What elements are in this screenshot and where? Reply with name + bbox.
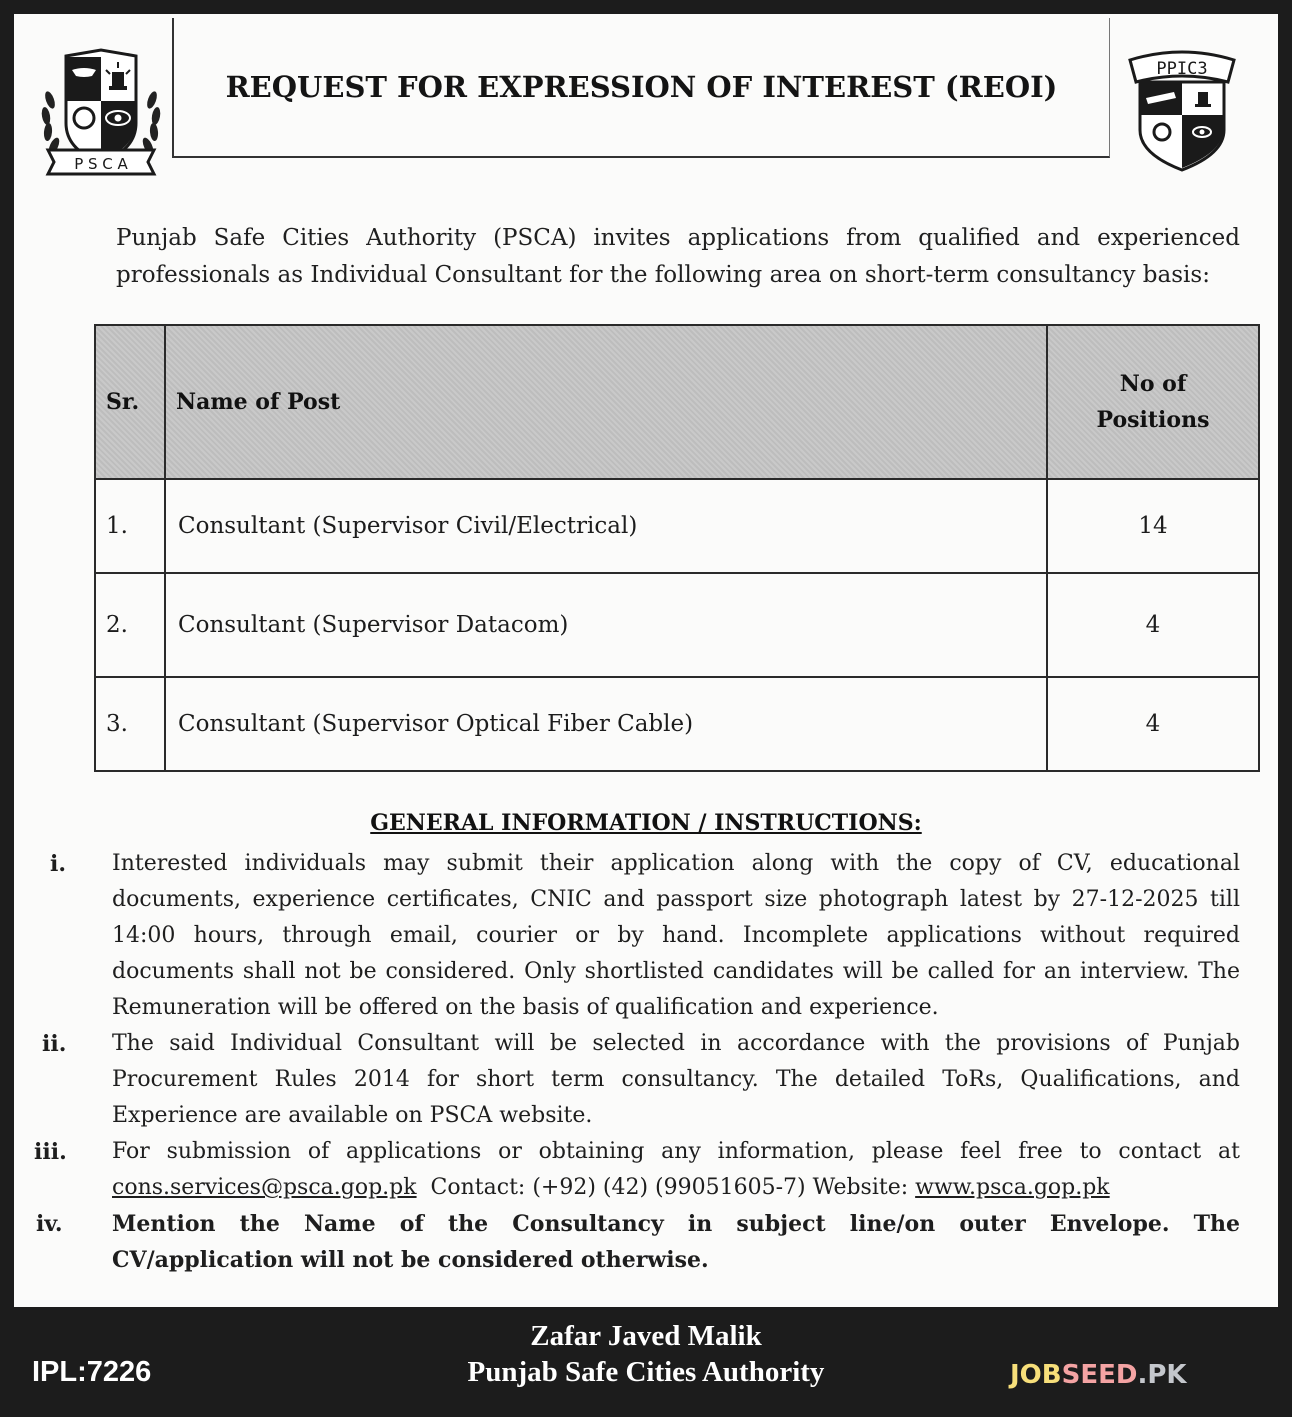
- row-positions: 4: [1047, 573, 1259, 677]
- contact-phone-text: Contact: (+92) (42) (99051605-7) Website:: [416, 1175, 916, 1200]
- intro-paragraph: Punjab Safe Cities Authority (PSCA) invites applications from qualified and experienced professionals as Individual Consultant for the following area on short-term consultancy basis:: [116, 225, 1240, 288]
- email-link[interactable]: cons.services@psca.gop.pk: [112, 1175, 417, 1200]
- table-row: [95, 677, 1259, 771]
- row-sr: 3.: [95, 677, 165, 771]
- row-post-name: Consultant (Supervisor Civil/Electrical): [165, 479, 1047, 573]
- instruction-number: ii.: [42, 1031, 67, 1057]
- instruction-item: [34, 1134, 1240, 1206]
- instruction-item: [34, 846, 1240, 1026]
- ppic3-crest-icon: [1122, 42, 1242, 174]
- row-post-name: Consultant (Supervisor Optical Fiber Cable): [165, 677, 1047, 771]
- header-sr: Sr.: [95, 325, 165, 479]
- title-box: [172, 18, 1110, 158]
- instructions-list: [34, 846, 1240, 1278]
- ppic3-banner-text: PPIC3: [1156, 59, 1208, 79]
- row-positions: 14: [1047, 479, 1259, 573]
- website-link[interactable]: www.psca.gop.pk: [915, 1175, 1110, 1200]
- posts-table: [94, 324, 1260, 772]
- contact-intro-text: For submission of applications or obtaining any information, please feel free to contact at: [112, 1139, 1240, 1164]
- psca-banner-text: P S C A: [74, 155, 128, 173]
- header-positions: Positions: [1096, 407, 1210, 433]
- instruction-number: iii.: [34, 1139, 67, 1165]
- instruction-item: [34, 1026, 1240, 1134]
- table-header-row: [95, 325, 1259, 479]
- instruction-number: iv.: [36, 1211, 63, 1237]
- row-positions: 4: [1047, 677, 1259, 771]
- ipl-code: IPL:7226: [32, 1356, 152, 1388]
- header-no-of: No of: [1119, 371, 1187, 397]
- general-info-heading: GENERAL INFORMATION / INSTRUCTIONS:: [370, 810, 922, 836]
- row-post-name: Consultant (Supervisor Datacom): [165, 573, 1047, 677]
- advertisement-page: [14, 14, 1278, 1307]
- instruction-text: Mention the Name of the Consultancy in subject line/on outer Envelope. The CV/application will not be considered otherwise.: [112, 1211, 1240, 1273]
- row-sr: 1.: [95, 479, 165, 573]
- watermark-pk: .PK: [1137, 1360, 1187, 1390]
- watermark-job: JOB: [1010, 1360, 1062, 1390]
- instruction-text: The said Individual Consultant will be selected in accordance with the provisions of Punjab Procurement Rules 2014 for short term consultancy. The detailed ToRs, Qualifications, and Experience are available on PSCA website.: [112, 1031, 1240, 1128]
- header-name-of-post: Name of Post: [165, 325, 1047, 479]
- table-row: [95, 573, 1259, 677]
- instruction-item: [34, 1206, 1240, 1278]
- header-no-of-positions: [1047, 325, 1259, 479]
- psca-crest-icon: [36, 38, 166, 178]
- instruction-number: i.: [50, 851, 67, 877]
- signatory-name: Zafar Javed Malik: [530, 1320, 762, 1352]
- instruction-text: [112, 1134, 1240, 1206]
- page-title: REQUEST FOR EXPRESSION OF INTEREST (REOI): [225, 70, 1058, 104]
- table-row: [95, 479, 1259, 573]
- row-sr: 2.: [95, 573, 165, 677]
- watermark-seed: SEED: [1061, 1360, 1138, 1390]
- signatory-organization: Punjab Safe Cities Authority: [467, 1356, 825, 1388]
- instruction-text: Interested individuals may submit their application along with the copy of CV, educational documents, experience certificates, CNIC and passport size photograph latest by 27-12-2025 till 14:00 hours, through email, courier or by hand. Incomplete applications without required documents shall not be considered. Only shortlisted candidates will be called for an interview. The Remuneration will be offered on the basis of qualification and experience.: [112, 851, 1240, 1020]
